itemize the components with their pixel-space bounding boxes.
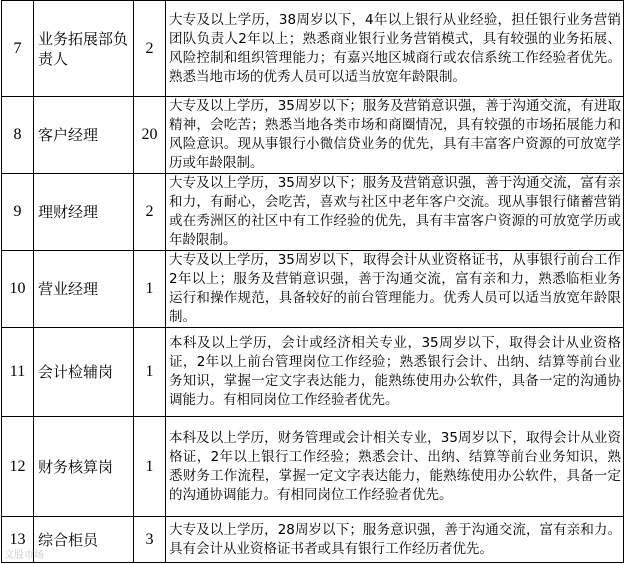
position-title: 客户经理 bbox=[34, 97, 134, 174]
table-row bbox=[2, 97, 624, 174]
row-number: 7 bbox=[2, 1, 34, 97]
position-title: 营业经理 bbox=[34, 251, 134, 328]
headcount: 1 bbox=[134, 417, 166, 517]
requirements: 大专及以上学历，35周岁以下；服务及营销意识强，善于沟通交流，富有亲和力，有耐心，会吃苦，喜欢与社区中老年客户交流。现从事银行储蓄营销或在秀洲区的社区中有工作经验的优先，具有丰富客户资源的可放宽学历或年龄限制。 bbox=[166, 174, 624, 251]
row-number: 9 bbox=[2, 174, 34, 251]
requirements: 大专及以上学历，28周岁以下；服务意识强，善于沟通交流，富有亲和力。具有会计从业资格证书者或具有银行工作经历者优先。 bbox=[166, 517, 624, 563]
position-title: 财务核算岗 bbox=[34, 417, 134, 517]
headcount: 2 bbox=[134, 174, 166, 251]
table-row bbox=[2, 174, 624, 251]
headcount: 1 bbox=[134, 251, 166, 328]
position-title: 业务拓展部负责人 bbox=[34, 1, 134, 97]
requirements: 本科及以上学历，会计或经济相关专业，35周岁以下，取得会计从业资格证，2年以上前台管理岗位工作经验；熟悉银行会计、出纳、结算等前台业务知识，掌握一定文字表达能力，能熟练使用办公软件，具备一定的沟通协调能力。有相同岗位工作经验者优先。 bbox=[166, 328, 624, 417]
requirements: 本科及以上学历，财务管理或会计相关专业，35周岁以下，取得会计从业资格证，2年以上银行工作经验；熟悉会计、出纳、结算等前台业务知识，熟悉财务工作流程，掌握一定文字表达能力，能熟练使用办公软件，具备一定的沟通协调能力。有相同岗位工作经验者优先。 bbox=[166, 417, 624, 517]
row-number: 11 bbox=[2, 328, 34, 417]
recruitment-table bbox=[1, 0, 624, 563]
requirements: 大专及以上学历，35周岁以下；服务及营销意识强，善于沟通交流，有进取精神，会吃苦；熟悉当地各类市场和商圈情况，具有较强的市场拓展能力和风险意识。现从事银行小微信贷业务的优先，具有丰富客户资源的可放宽学历或年龄限制。 bbox=[166, 97, 624, 174]
headcount: 1 bbox=[134, 328, 166, 417]
row-number: 12 bbox=[2, 417, 34, 517]
headcount: 3 bbox=[134, 517, 166, 563]
position-title: 会计检辅岗 bbox=[34, 328, 134, 417]
headcount: 20 bbox=[134, 97, 166, 174]
position-title: 理财经理 bbox=[34, 174, 134, 251]
position-title: 综合柜员 bbox=[34, 517, 134, 563]
row-number: 8 bbox=[2, 97, 34, 174]
table-row bbox=[2, 1, 624, 97]
row-number: 10 bbox=[2, 251, 34, 328]
table-row bbox=[2, 517, 624, 563]
table-row bbox=[2, 417, 624, 517]
requirements: 大专及以上学历，38周岁以下，4年以上银行从业经验，担任银行业务营销团队负责人2年以上；熟悉商业银行业务营销模式，具有较强的业务拓展、风险控制和组织管理能力；有嘉兴地区城商行或农信系统工作经验者优先。熟悉当地市场的优秀人员可以适当放宽年龄限制。 bbox=[166, 1, 624, 97]
watermark: 文股市场 bbox=[4, 550, 44, 561]
table-row bbox=[2, 328, 624, 417]
headcount: 2 bbox=[134, 1, 166, 97]
row-number: 13 bbox=[2, 517, 34, 563]
table-row bbox=[2, 251, 624, 328]
requirements: 大专及以上学历，35周岁以下，取得会计从业资格证书，从事银行前台工作2年以上；服务及营销意识强，善于沟通交流，富有亲和力，熟悉临柜业务运行和操作规范，具备较好的前台管理能力。优秀人员可以适当放宽年龄限制。 bbox=[166, 251, 624, 328]
